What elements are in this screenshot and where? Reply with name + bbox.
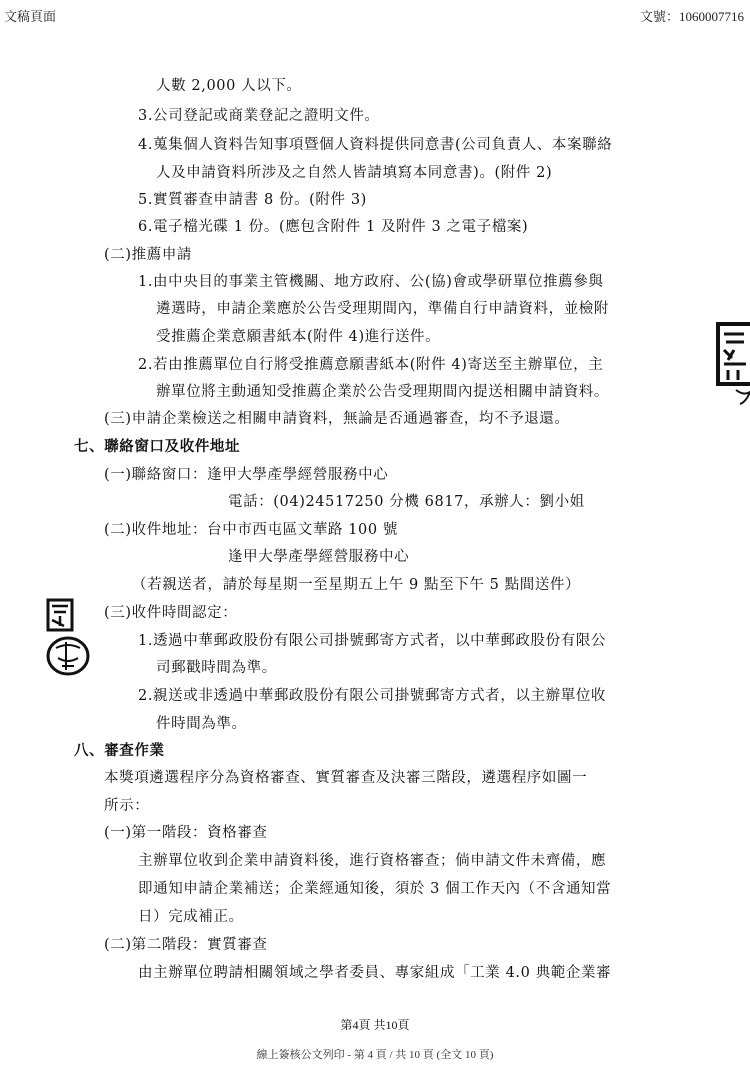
text-line: （若親送者，請於每星期一至星期五上午 9 點至下午 5 點間送件） xyxy=(132,577,581,593)
section-heading: (三)收件時間認定： xyxy=(104,605,238,621)
list-item: 1.由中央目的事業主管機關、地方政府、公(協)會或學研單位推薦參與 xyxy=(138,274,604,290)
text-line: 本獎項遴選程序分為資格審查、實質審查及決審三階段，遴選程序如圖一 xyxy=(104,770,588,786)
section-heading: (三)申請企業檢送之相關申請資料，無論是否通過審查，均不予退還。 xyxy=(104,411,570,427)
text-line: 即通知申請企業補送；企業經通知後，須於 3 個工作天內（不含通知當 xyxy=(138,881,612,897)
list-item: 4.蒐集個人資料告知事項暨個人資料提供同意書(公司負責人、本案聯絡 xyxy=(138,137,613,153)
text-line: 司郵戳時間為準。 xyxy=(156,660,277,676)
text-line: 日）完成補正。 xyxy=(138,909,244,925)
section-heading: (一)聯絡窗口：逢甲大學產學經營服務中心 xyxy=(104,467,389,483)
section-heading: (二)推薦申請 xyxy=(104,247,193,263)
text-line: 由主辦單位聘請相關領域之學者委員、專家組成「工業 4.0 典範企業審 xyxy=(138,965,612,981)
text-line: 逢甲大學產學經營服務中心 xyxy=(228,549,410,565)
text-line: 所示： xyxy=(104,798,150,814)
text-line: 件時間為準。 xyxy=(156,716,247,732)
text-line: 人數 2,000 人以下。 xyxy=(156,78,302,94)
list-item: 1.透過中華郵政股份有限公司掛號郵寄方式者，以中華郵政股份有限公 xyxy=(138,633,607,649)
list-item: 3.公司登記或商業登記之證明文件。 xyxy=(138,108,380,124)
list-item: 6.電子檔光碟 1 份。(應包含附件 1 及附件 3 之電子檔案) xyxy=(138,219,529,235)
chapter-heading: 八、審查作業 xyxy=(74,742,165,759)
text-line: 辦單位將主動通知受推薦企業於公告受理期間內提送相關申請資料。 xyxy=(156,384,609,400)
personal-seal-icon xyxy=(46,598,92,682)
text-line: 人及申請資料所涉及之自然人皆請填寫本同意書)。(附件 2) xyxy=(156,165,553,181)
official-seal-icon xyxy=(712,320,750,414)
list-item: 5.實質審查申請書 8 份。(附件 3) xyxy=(138,192,367,208)
list-item: 2.若由推薦單位自行將受推薦意願書紙本(附件 4)寄送至主辦單位，主 xyxy=(138,357,604,373)
text-line: 受推薦企業意願書紙本(附件 4)進行送件。 xyxy=(156,329,441,345)
section-heading: (二)收件地址：台中市西屯區文華路 100 號 xyxy=(104,522,399,538)
section-heading: (二)第二階段：實質審查 xyxy=(104,937,268,953)
section-heading: (一)第一階段：資格審查 xyxy=(104,825,268,841)
page-number: 第4頁 共10頁 xyxy=(340,1018,410,1032)
chapter-heading: 七、聯絡窗口及收件地址 xyxy=(74,438,241,455)
doc-number: 文號：1060007716 xyxy=(639,9,744,24)
text-line: 電話：(04)24517250 分機 6817，承辦人：劉小姐 xyxy=(228,494,585,510)
doc-page-label: 文稿頁面 xyxy=(4,9,57,24)
list-item: 2.親送或非透過中華郵政股份有限公司掛號郵寄方式者，以主辦單位收 xyxy=(138,688,607,704)
text-line: 遴選時，申請企業應於公告受理期間內，準備自行申請資料，並檢附 xyxy=(156,301,609,317)
text-line: 主辦單位收到企業申請資料後，進行資格審查；倘申請文件未齊備，應 xyxy=(138,853,607,869)
print-footer: 線上簽核公文列印 - 第 4 頁 / 共 10 頁 (全文 10 頁) xyxy=(256,1049,494,1061)
